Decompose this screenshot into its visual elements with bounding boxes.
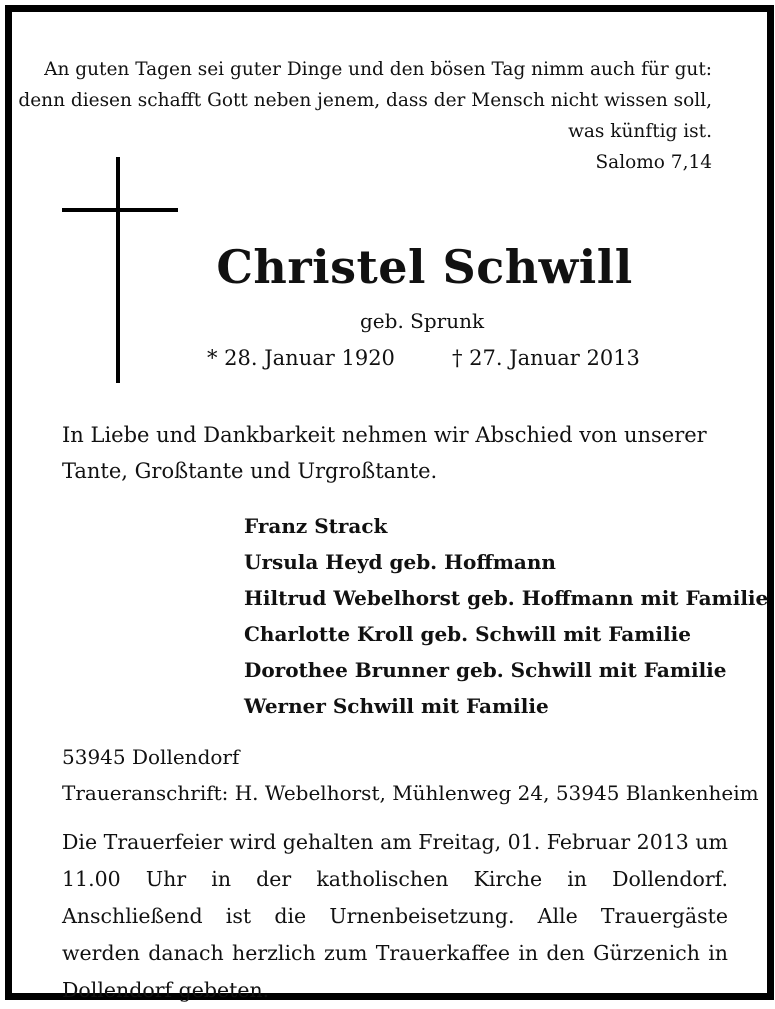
mourner: Ursula Heyd geb. Hoffmann (244, 550, 556, 574)
birth-date: * 28. Januar 1920 (207, 346, 395, 370)
ceremony-text: Die Trauerfeier wird gehalten am Freitag, 01. Februar 2013 um 11.00 Uhr in der katholischen Kirche in Dollendorf. Anschließend ist die Urnenbeisetzung. Alle Trauergäste werden danach herzlich zum Trauerkaffee in den Gürzenich in Dollendorf gebeten. (62, 830, 728, 1002)
place: 53945 Dollendorf (62, 745, 240, 769)
quote-line: denn diesen schafft Gott neben jenem, dass der Mensch nicht wissen soll, (18, 90, 712, 111)
birth-name: geb. Sprunk (360, 309, 485, 333)
mourner: Dorothee Brunner geb. Schwill mit Familie (244, 658, 727, 682)
obituary-notice (5, 5, 774, 1000)
bible-quote (18, 54, 712, 178)
mourner: Werner Schwill mit Familie (244, 694, 549, 718)
quote-source: Salomo 7,14 (595, 152, 712, 173)
death-date: † 27. Januar 2013 (452, 346, 640, 370)
quote-line: An guten Tagen sei guter Dinge und den bösen Tag nimm auch für gut: (44, 59, 712, 80)
mourner: Charlotte Kroll geb. Schwill mit Familie (244, 622, 691, 646)
address-block (62, 739, 759, 811)
deceased-name: Christel Schwill (216, 240, 633, 294)
mourners-list (244, 508, 768, 724)
mourning-address: Traueranschrift: H. Webelhorst, Mühlenweg 24, 53945 Blankenheim (62, 781, 759, 805)
quote-line: was künftig ist. (568, 121, 712, 142)
cross-icon-bar (62, 208, 178, 212)
mourner: Franz Strack (244, 514, 388, 538)
intro-text: In Liebe und Dankbarkeit nehmen wir Abschied von unserer Tante, Großtante und Urgroßtante. (62, 423, 707, 483)
mourner: Hiltrud Webelhorst geb. Hoffmann mit Familie (244, 586, 769, 610)
